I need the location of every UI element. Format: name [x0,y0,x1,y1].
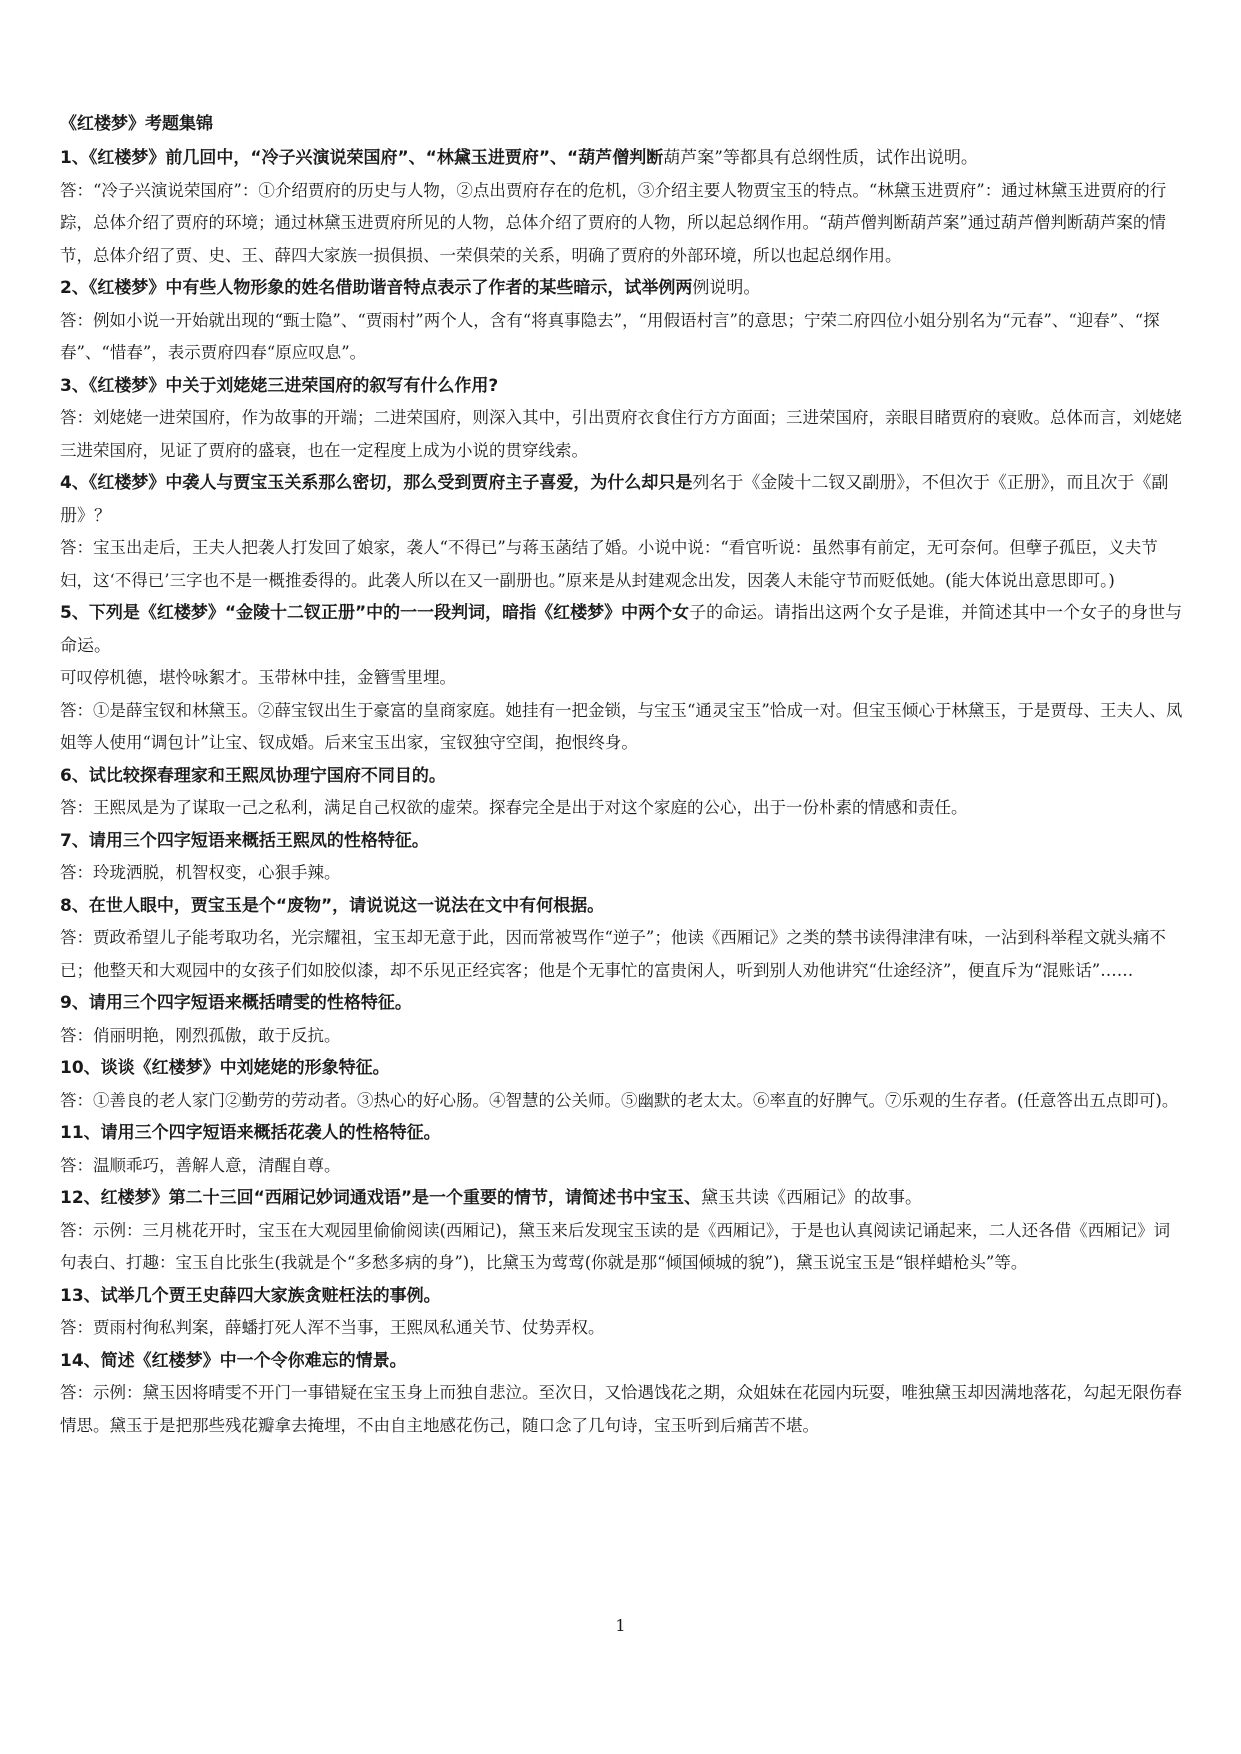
answer-1: 答：“冷子兴演说荣国府”：①介绍贾府的历史与人物，②点出贾府存在的危机，③介绍主要人物贾宝玉的特点。“林黛玉进贾府”：通过林黛玉进贾府的行踪，总体介绍了贾府的环境；通过林黛玉进贾府所见的人物，总体介绍了贾府的人物，所以起总纲作用。“葫芦僧判断葫芦案”通过葫芦僧判断葫芦案的情节，总体介绍了贾、史、王、薛四大家族一损俱损、一荣俱荣的关系，明确了贾府的外部环境，所以也起总纲作用。 [60,180,1167,265]
question-7 [60,825,1184,858]
answer-11: 答：温顺乖巧，善解人意，清醒自尊。 [60,1155,341,1175]
question-10-text: 10、谈谈《红楼梦》中刘姥姥的形象特征。 [60,1058,390,1078]
document-page [60,112,1184,1442]
qa-item-13 [60,1280,1184,1345]
answer-2: 答：例如小说一开始就出现的“甄士隐”、“贾雨村”两个人，含有“将真事隐去”，“用假语村言”的意思；宁荣二府四位小姐分别名为“元春”、“迎春”、“探春”、“惜春”，表示贾府四春“原应叹息”。 [60,310,1160,362]
question-9-text: 9、请用三个四字短语来概括晴雯的性格特征。 [60,993,412,1013]
question-11 [60,1117,1184,1150]
question-12-text: 12、红楼梦》第二十三回“西厢记妙词通戏语”是一个重要的情节，请简述书中宝玉、 [60,1188,702,1208]
qa-item-2 [60,272,1184,370]
qa-item-9 [60,987,1184,1052]
question-1-tail: 葫芦案”等都具有总纲性质，试作出说明。 [663,148,978,168]
question-7-text: 7、请用三个四字短语来概括王熙凤的性格特征。 [60,830,429,851]
answer-4: 答：宝玉出走后，王夫人把袭人打发回了娘家，袭人“不得已”与蒋玉菡结了婚。小说中说：“看官听说：虽然事有前定，无可奈何。但孽子孤臣，义夫节妇，这‘不得已’三字也不是一概推委得的。此袭人所以在又一副册也。”原来是从封建观念出发，因袭人未能守节而贬低她。(能大体说出意思即可。) [60,538,1158,590]
question-11-text: 11、请用三个四字短语来概括花袭人的性格特征。 [60,1123,441,1143]
question-5-text: 5、下列是《红楼梦》“金陵十二钗正册”中的一一段判词，暗指《红楼梦》中两个女 [60,603,690,623]
verse-5: 可叹停机德，堪怜咏絮才。玉带林中挂，金簪雪里埋。 [60,668,456,687]
question-13-text: 13、试举几个贾王史薛四大家族贪赃枉法的事例。 [60,1285,441,1306]
answer-14: 答：示例：黛玉因将晴雯不开门一事错疑在宝玉身上而独自悲泣。至次日，又恰遇饯花之期，众姐妹在花园内玩耍，唯独黛玉却因满地落花，勾起无限伤春情思。黛玉于是把那些残花瓣拿去掩埋，不由自主地感花伤己，随口念了几句诗，宝玉听到后痛苦不堪。 [60,1383,1182,1435]
question-5 [60,597,1184,662]
question-4 [60,467,1184,532]
question-13 [60,1280,1184,1313]
question-14-text: 14、简述《红楼梦》中一个令你难忘的情景。 [60,1350,407,1371]
question-6-text: 6、试比较探春理家和王熙凤协理宁国府不同目的。 [60,765,446,786]
question-9 [60,987,1184,1020]
question-6 [60,760,1184,793]
answer-12: 答：示例：三月桃花开时，宝玉在大观园里偷偷阅读(西厢记)，黛玉来后发现宝玉读的是《西厢记》，于是也认真阅读记诵起来，二人还各借《西厢记》词句表白、打趣：宝玉自比张生(我就是个“多愁多病的身”)，比黛玉为莺莺(你就是那“倾国倾城的貌”)，黛玉说宝玉是“银样蜡枪头”等。 [60,1220,1171,1272]
qa-item-3 [60,370,1184,468]
qa-item-10 [60,1052,1184,1117]
question-1 [60,142,1184,175]
answer-7: 答：玲珑洒脱，机智权变，心狠手辣。 [60,863,341,882]
qa-item-8 [60,890,1184,988]
answer-13: 答：贾雨村徇私判案，薛蟠打死人浑不当事，王熙凤私通关节、仗势弄权。 [60,1318,605,1337]
question-2-tail: 例说明。 [692,278,761,298]
question-12 [60,1182,1184,1215]
qa-item-11 [60,1117,1184,1182]
answer-8: 答：贾政希望儿子能考取功名，光宗耀祖，宝玉却无意于此，因而常被骂作“逆子”；他读《西厢记》之类的禁书读得津津有味，一沾到科举程文就头痛不已；他整天和大观园中的女孩子们如胶似漆，却不乐见正经宾客；他是个无事忙的富贵闲人，听到别人劝他讲究“仕途经济”，便直斥为“混账话”…… [60,928,1166,980]
qa-item-12 [60,1182,1184,1280]
question-4-tail: 列名于《金陵十二钗又副册》，不但次于《正册》，而且次于《副册》？ [60,473,1169,526]
page-number: 1 [615,1616,626,1635]
question-12-tail: 黛玉共读《西厢记》的故事。 [701,1188,923,1208]
answer-6: 答：王熙凤是为了谋取一己之私利，满足自己权欲的虚荣。探春完全是出于对这个家庭的公心，出于一份朴素的情感和责任。 [60,798,968,817]
answer-10: 答：①善良的老人家门②勤劳的劳动者。③热心的好心肠。④智慧的公关师。⑤幽默的老太太。⑥率直的好脾气。⑦乐观的生存者。(任意答出五点即可)。 [60,1090,1179,1110]
qa-item-4 [60,467,1184,597]
question-2-text: 2、《红楼梦》中有些人物形象的姓名借助谐音特点表示了作者的某些暗示，试举例两 [60,278,693,298]
question-3-text: 3、《红楼梦》中关于刘姥姥三进荣国府的叙写有什么作用? [60,375,499,396]
answer-5: 答：①是薛宝钗和林黛玉。②薛宝钗出生于豪富的皇商家庭。她挂有一把金锁，与宝玉“通灵宝玉”恰成一对。但宝玉倾心于林黛玉，于是贾母、王夫人、凤姐等人使用“调包计”让宝、钗成婚。后来宝玉出家，宝钗独守空闺，抱恨终身。 [60,700,1183,752]
question-5-tail: 子的命运。请指出这两个女子是谁，并简述其中一个女子的身世与命运。 [60,603,1183,656]
qa-item-6 [60,760,1184,825]
qa-item-1 [60,142,1184,272]
question-8-text: 8、在世人眼中，贾宝玉是个“废物”，请说说这一说法在文中有何根据。 [60,895,605,916]
answer-3: 答：刘姥姥一进荣国府，作为故事的开端；二进荣国府，则深入其中，引出贾府衣食住行方方面面；三进荣国府，亲眼目睹贾府的衰败。总体而言，刘姥姥三进荣国府，见证了贾府的盛衰，也在一定程度上成为小说的贯穿线索。 [60,408,1182,460]
question-10 [60,1052,1184,1085]
qa-item-7 [60,825,1184,890]
question-8 [60,890,1184,923]
question-4-text: 4、《红楼梦》中袭人与贾宝玉关系那么密切，那么受到贾府主子喜爱，为什么却只是 [60,473,693,493]
question-2 [60,272,1184,305]
question-3 [60,370,1184,403]
qa-item-5 [60,597,1184,760]
document-title: 《红楼梦》考题集锦 [60,114,213,134]
answer-9: 答：俏丽明艳，刚烈孤傲，敢于反抗。 [60,1025,341,1045]
question-14 [60,1345,1184,1378]
question-1-text: 1、《红楼梦》前几回中，“冷子兴演说荣国府”、“林黛玉进贾府”、“葫芦僧判断 [60,148,664,168]
qa-item-14 [60,1345,1184,1443]
